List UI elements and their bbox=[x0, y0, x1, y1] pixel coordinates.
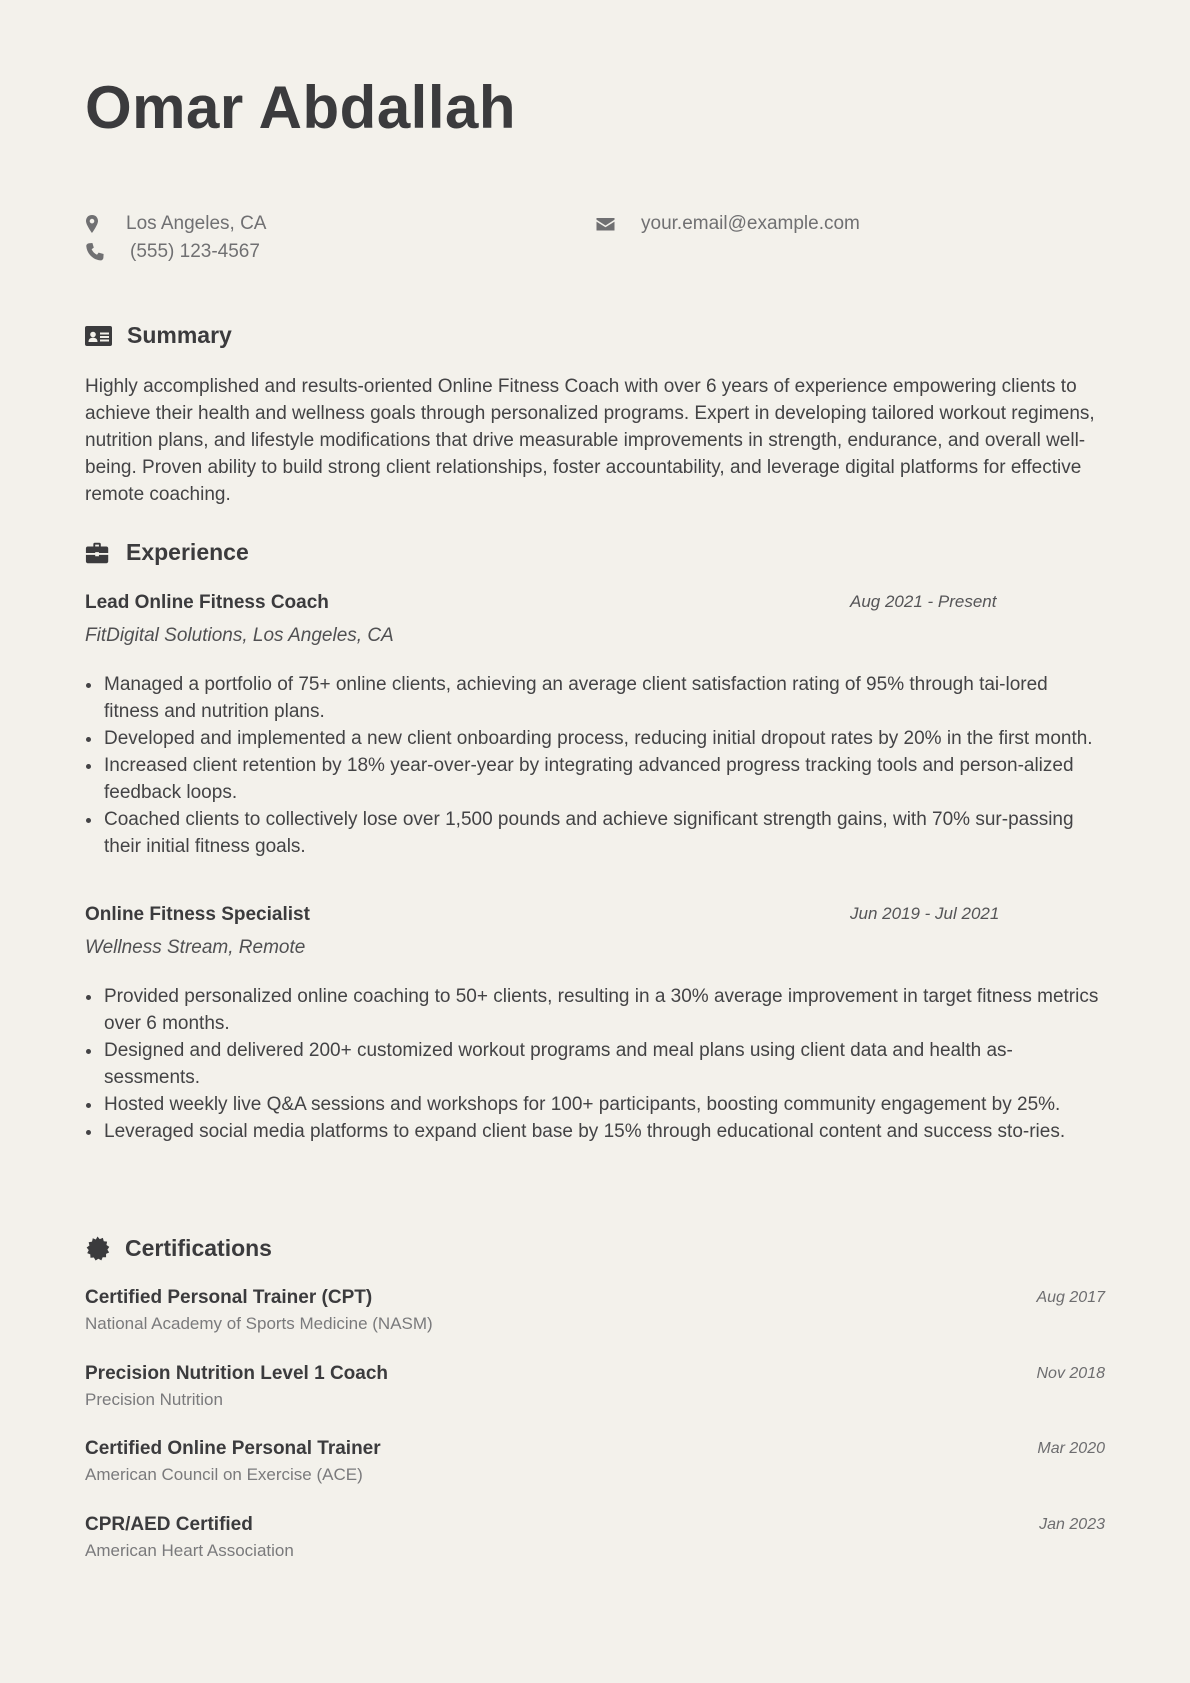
job-date: Aug 2021 - Present bbox=[850, 592, 997, 611]
summary-header bbox=[85, 322, 232, 349]
job-bullets bbox=[85, 671, 1105, 860]
certification-name: CPR/AED Certified bbox=[85, 1514, 253, 1535]
list-item: Designed and delivered 200+ customized workout programs and meal plans using client data and health as-sessments. bbox=[85, 1037, 1105, 1091]
candidate-name: Omar Abdallah bbox=[85, 74, 517, 141]
envelope-icon bbox=[595, 214, 616, 234]
list-item: Provided personalized online coaching to 50+ clients, resulting in a 30% average improvement in target fitness metrics over 6 months. bbox=[85, 983, 1105, 1037]
list-item: Managed a portfolio of 75+ online clients, achieving an average client satisfaction rating of 95% through tai-lored fitness and nutrition plans. bbox=[85, 671, 1105, 725]
certification-name: Precision Nutrition Level 1 Coach bbox=[85, 1363, 389, 1384]
certification-date: Nov 2018 bbox=[1036, 1365, 1105, 1382]
job-title: Lead Online Fitness Coach bbox=[85, 592, 329, 613]
list-item: Leveraged social media platforms to expand client base by 15% through educational content and success sto-ries. bbox=[85, 1118, 1105, 1145]
job-company: FitDigital Solutions, Los Angeles, CA bbox=[85, 625, 394, 646]
resume-page bbox=[85, 0, 1105, 1683]
certification-org: American Heart Association bbox=[85, 1541, 294, 1560]
certification-date: Jan 2023 bbox=[1039, 1516, 1105, 1533]
certification-org: Precision Nutrition bbox=[85, 1390, 223, 1409]
job-company: Wellness Stream, Remote bbox=[85, 937, 306, 958]
certification-name: Certified Online Personal Trainer bbox=[85, 1438, 381, 1459]
certification-date: Aug 2017 bbox=[1036, 1289, 1105, 1306]
contact-email bbox=[595, 211, 860, 237]
summary-text: Highly accomplished and results-oriented Online Fitness Coach with over 6 years of experience empowering clients to achieve their health and wellness goals through personalized programs. Expert in developing tailored workout regimens, nutrition plans, and lifestyle modifications that drive measurable improvements in strength, endurance, and overall well-being. Proven ability to build strong client relationships, foster accountability, and leverage digital platforms for effective remote coaching. bbox=[85, 376, 1095, 505]
job-date: Jun 2019 - Jul 2021 bbox=[850, 904, 1000, 923]
certification-item bbox=[85, 1287, 1105, 1339]
list-item: Coached clients to collectively lose over 1,500 pounds and achieve significant strength gains, with 70% sur-passing their initial fitness goals. bbox=[85, 806, 1105, 860]
job-bullets bbox=[85, 983, 1105, 1145]
location-text: Los Angeles, CA bbox=[126, 213, 267, 234]
certification-org: American Council on Exercise (ACE) bbox=[85, 1465, 363, 1484]
certification-org: National Academy of Sports Medicine (NASM) bbox=[85, 1314, 433, 1333]
experience-header bbox=[85, 539, 249, 566]
certifications-title: Certifications bbox=[125, 1235, 272, 1261]
certification-item bbox=[85, 1514, 1105, 1566]
certificate-badge-icon bbox=[85, 1236, 110, 1261]
list-item: Developed and implemented a new client onboarding process, reducing initial dropout rates by 20% in the first month. bbox=[85, 725, 1105, 752]
briefcase-icon bbox=[85, 541, 111, 565]
certification-item bbox=[85, 1363, 1105, 1415]
summary-title: Summary bbox=[127, 322, 232, 348]
job-title: Online Fitness Specialist bbox=[85, 904, 310, 925]
id-card-icon bbox=[85, 324, 113, 348]
certifications-header bbox=[85, 1235, 272, 1262]
email-text[interactable]: your.email@example.com bbox=[641, 213, 860, 234]
contact-phone bbox=[85, 239, 260, 265]
phone-icon bbox=[85, 242, 105, 262]
certification-name: Certified Personal Trainer (CPT) bbox=[85, 1287, 373, 1308]
certification-item bbox=[85, 1438, 1105, 1490]
contact-location bbox=[85, 211, 266, 237]
phone-text: (555) 123-4567 bbox=[130, 241, 260, 262]
experience-title: Experience bbox=[126, 539, 249, 565]
list-item: Increased client retention by 18% year-over-year by integrating advanced progress tracking tools and person-alized feedback loops. bbox=[85, 752, 1105, 806]
certification-date: Mar 2020 bbox=[1037, 1440, 1105, 1457]
map-pin-icon bbox=[85, 214, 105, 234]
list-item: Hosted weekly live Q&A sessions and workshops for 100+ participants, boosting community engagement by 25%. bbox=[85, 1091, 1105, 1118]
